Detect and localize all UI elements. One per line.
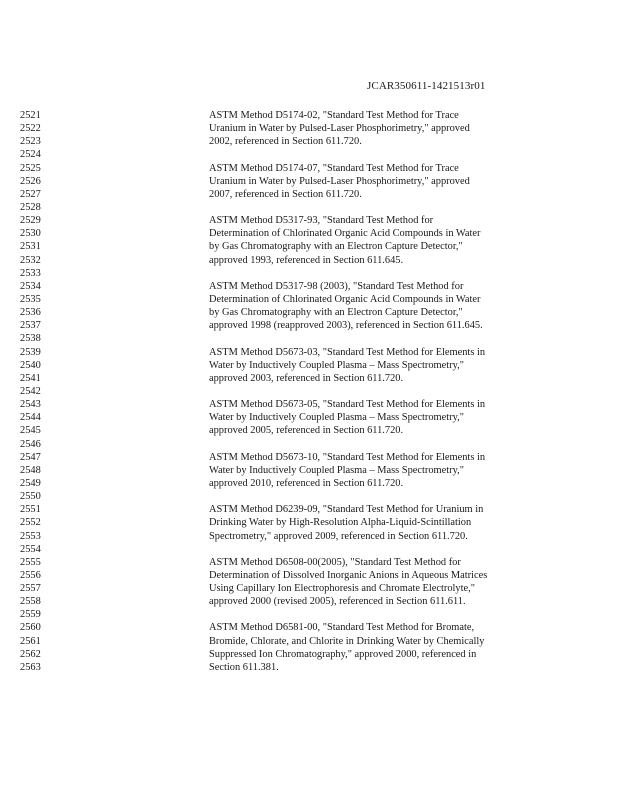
line-number: 2555 [20,556,41,568]
document-id-header: JCAR350611-1421513r01 [367,80,486,92]
line-text: Determination of Dissolved Inorganic Anions in Aqueous Matrices [209,569,488,581]
line-number: 2533 [20,267,41,279]
document-line [0,451,618,464]
line-number: 2532 [20,254,41,266]
line-number: 2530 [20,228,41,240]
document-line [0,280,618,293]
document-line [0,543,618,556]
line-text: Water by Inductively Coupled Plasma – Mass Spectrometry," [209,412,464,424]
line-number: 2536 [20,307,41,319]
line-text: Suppressed Ion Chromatography," approved 2000, referenced in [209,648,477,660]
line-number: 2540 [20,359,41,371]
line-text: ASTM Method D6581-00, "Standard Test Method for Bromate, [209,622,475,634]
document-line [0,398,618,411]
line-number: 2523 [20,136,41,148]
document-line [0,438,618,451]
line-text: by Gas Chromatography with an Electron Capture Detector," [209,307,463,319]
document-line [0,201,618,214]
line-text: Spectrometry," approved 2009, referenced in Section 611.720. [209,530,468,542]
line-number: 2556 [20,569,41,581]
line-text: approved 1998 (reapproved 2003), referenced in Section 611.645. [209,320,483,332]
line-text: approved 2000 (revised 2005), referenced in Section 611.611. [209,596,466,608]
document-line [0,122,618,135]
document-line [0,240,618,253]
line-number: 2551 [20,504,41,516]
line-number: 2531 [20,241,41,253]
line-text: 2007, referenced in Section 611.720. [209,188,362,200]
line-number: 2537 [20,320,41,332]
document-line [0,516,618,529]
document-line [0,109,618,122]
document-line [0,503,618,516]
line-number: 2545 [20,425,41,437]
document-line [0,424,618,437]
line-text: ASTM Method D6239-09, "Standard Test Method for Uranium in [209,504,484,516]
line-text: Water by Inductively Coupled Plasma – Mass Spectrometry," [209,464,464,476]
document-line [0,267,618,280]
line-number: 2563 [20,661,41,673]
document-line [0,621,618,634]
document-body [0,109,618,674]
line-text: Uranium in Water by Pulsed-Laser Phosphorimetry," approved [209,175,470,187]
document-line [0,608,618,621]
line-number: 2526 [20,175,41,187]
line-number: 2522 [20,123,41,135]
line-number: 2527 [20,188,41,200]
document-line [0,254,618,267]
document-line [0,464,618,477]
line-number: 2543 [20,399,41,411]
line-number: 2559 [20,609,41,621]
line-number: 2541 [20,372,41,384]
document-line [0,661,618,674]
line-number: 2525 [20,162,41,174]
line-text: by Gas Chromatography with an Electron Capture Detector," [209,241,463,253]
line-text: approved 1993, referenced in Section 611.645. [209,254,404,266]
line-text: Bromide, Chlorate, and Chlorite in Drinking Water by Chemically [209,635,485,647]
line-number: 2534 [20,280,41,292]
line-text: ASTM Method D5317-93, "Standard Test Method for [209,215,434,227]
document-line [0,490,618,503]
line-text: Determination of Chlorinated Organic Acid Compounds in Water [209,293,481,305]
line-number: 2548 [20,464,41,476]
document-line [0,135,618,148]
line-number: 2562 [20,648,41,660]
line-number: 2528 [20,201,41,213]
line-number: 2561 [20,635,41,647]
line-number: 2542 [20,385,41,397]
document-line [0,556,618,569]
line-text: ASTM Method D5673-03, "Standard Test Method for Elements in [209,346,486,358]
document-line [0,385,618,398]
line-text: approved 2005, referenced in Section 611.720. [209,425,404,437]
document-line [0,530,618,543]
document-line [0,569,618,582]
line-number: 2529 [20,215,41,227]
line-text: ASTM Method D6508-00(2005), "Standard Test Method for [209,556,461,568]
document-line [0,332,618,345]
line-number: 2547 [20,451,41,463]
line-text: Section 611.381. [209,661,279,673]
line-text: Drinking Water by High-Resolution Alpha-Liquid-Scintillation [209,517,472,529]
document-line [0,595,618,608]
line-text: ASTM Method D5673-05, "Standard Test Method for Elements in [209,399,486,411]
document-line [0,648,618,661]
line-number: 2524 [20,149,41,161]
document-line [0,175,618,188]
document-line [0,319,618,332]
document-line [0,582,618,595]
document-line [0,162,618,175]
document-line [0,227,618,240]
document-line [0,477,618,490]
line-number: 2554 [20,543,41,555]
line-number: 2546 [20,438,41,450]
document-line [0,411,618,424]
line-number: 2550 [20,491,41,503]
line-number: 2539 [20,346,41,358]
document-line [0,372,618,385]
document-line [0,214,618,227]
line-number: 2553 [20,530,41,542]
line-text: approved 2003, referenced in Section 611.720. [209,372,404,384]
line-number: 2560 [20,622,41,634]
line-number: 2544 [20,412,41,424]
line-number: 2558 [20,596,41,608]
line-text: Using Capillary Ion Electrophoresis and Chromate Electrolyte," [209,583,475,595]
document-line [0,306,618,319]
document-line [0,346,618,359]
line-text: Determination of Chlorinated Organic Acid Compounds in Water [209,228,481,240]
document-line [0,293,618,306]
document-line [0,148,618,161]
line-text: ASTM Method D5673-10, "Standard Test Method for Elements in [209,451,486,463]
document-line [0,359,618,372]
line-number: 2535 [20,293,41,305]
document-line [0,635,618,648]
line-text: ASTM Method D5174-02, "Standard Test Method for Trace [209,110,459,121]
line-number: 2549 [20,477,41,489]
line-number: 2521 [20,110,41,121]
line-number: 2552 [20,517,41,529]
line-text: Uranium in Water by Pulsed-Laser Phosphorimetry," approved [209,123,470,135]
document-line [0,188,618,201]
line-text: approved 2010, referenced in Section 611.720. [209,477,404,489]
line-text: 2002, referenced in Section 611.720. [209,136,362,148]
line-text: ASTM Method D5174-07, "Standard Test Method for Trace [209,162,459,174]
line-number: 2538 [20,333,41,345]
line-text: Water by Inductively Coupled Plasma – Mass Spectrometry," [209,359,464,371]
line-text: ASTM Method D5317-98 (2003), "Standard Test Method for [209,280,464,292]
line-number: 2557 [20,583,41,595]
